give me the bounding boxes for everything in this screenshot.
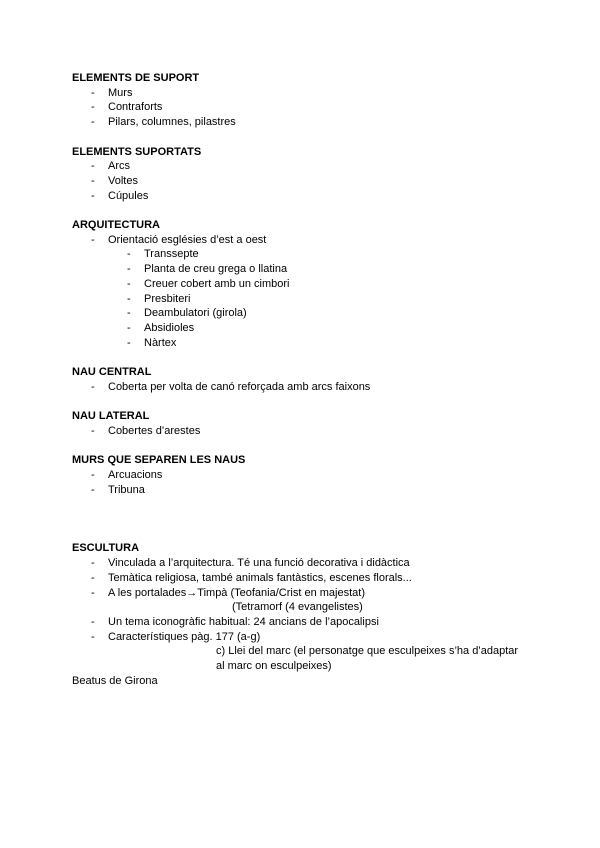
bullet-dash: -	[91, 586, 95, 599]
bullet-dash: -	[127, 336, 131, 349]
section-nau-lateral	[72, 409, 532, 438]
bullet-dash: -	[91, 189, 95, 202]
item-text: Un tema iconogràfic habitual: 24 ancians de l’apocalipsi	[108, 615, 379, 628]
bullet-dash: -	[127, 321, 131, 334]
bullet-dash: -	[91, 160, 95, 173]
section-elements-de-suport	[72, 71, 532, 130]
item-text: Deambulatori (girola)	[144, 307, 247, 320]
bullet-dash: -	[127, 307, 131, 320]
item-text: Presbiteri	[144, 292, 191, 305]
list-item	[72, 380, 532, 395]
item-text: Cobertes d’arestes	[108, 424, 201, 437]
bullet-dash: -	[91, 380, 95, 393]
list-item	[72, 571, 532, 586]
continuation-line: (Tetramorf (4 evangelistes)	[232, 601, 363, 614]
sub-list-item	[72, 292, 532, 307]
section-elements-suportats	[72, 145, 532, 204]
bullet-dash: -	[127, 292, 131, 305]
bullet-dash: -	[91, 424, 95, 437]
bullet-dash: -	[127, 263, 131, 276]
heading-elements-suportats: ELEMENTS SUPORTATS	[72, 145, 202, 158]
item-text: Arcs	[108, 160, 130, 173]
list-item	[72, 233, 532, 248]
item-text: Coberta per volta de canó reforçada amb arcs faixons	[108, 380, 371, 393]
item-text: Transsepte	[144, 248, 199, 261]
section-arquitectura	[72, 218, 532, 350]
sub-list-item	[72, 336, 532, 351]
bullet-dash: -	[91, 116, 95, 129]
list-item	[72, 86, 532, 101]
document-page	[72, 71, 532, 688]
item-text: Característiques pàg. 177 (a-g)	[108, 630, 261, 643]
item-text: Cúpules	[108, 189, 149, 202]
bullet-dash: -	[91, 233, 95, 246]
list-item	[72, 468, 532, 483]
list-item	[72, 483, 532, 498]
sub-list-item	[72, 321, 532, 336]
spacer	[72, 512, 532, 541]
item-text: Contraforts	[108, 101, 163, 114]
list-item	[72, 630, 532, 645]
item-text: Creuer cobert amb un cimbori	[144, 277, 290, 290]
list-item	[72, 115, 532, 130]
list-item	[72, 556, 532, 571]
item-text: Arcuacions	[108, 468, 163, 481]
list-item	[72, 159, 532, 174]
heading-murs-que-separen: MURS QUE SEPAREN LES NAUS	[72, 454, 246, 467]
list-item	[72, 174, 532, 189]
list-item	[72, 586, 532, 601]
bullet-dash: -	[127, 248, 131, 261]
sub-list-item	[72, 262, 532, 277]
heading-elements-de-suport: ELEMENTS DE SUPORT	[72, 72, 200, 84]
bullet-dash: -	[91, 86, 95, 99]
item-text: A les portalades→Timpà (Teofania/Crist en majestat)	[108, 586, 365, 599]
item-text: Orientació esglésies d’est a oest	[108, 233, 267, 246]
item-text: Vinculada a l’arquitectura. Té una funció decorativa i didàctica	[108, 557, 410, 570]
bullet-dash: -	[127, 277, 131, 290]
bullet-dash: -	[91, 468, 95, 481]
item-text: Murs	[108, 86, 133, 99]
bullet-dash: -	[91, 483, 95, 496]
item-text: Absidioles	[144, 321, 195, 334]
bullet-dash: -	[91, 557, 95, 570]
list-item	[72, 100, 532, 115]
item-text: Temàtica religiosa, també animals fantàstics, escenes florals...	[108, 571, 412, 584]
bullet-dash: -	[91, 615, 95, 628]
footer-text: Beatus de Girona	[72, 674, 158, 687]
item-text: Planta de creu grega o llatina	[144, 263, 288, 276]
bullet-dash: -	[91, 101, 95, 114]
sub-list-item	[72, 306, 532, 321]
section-escultura	[72, 541, 532, 673]
heading-nau-central: NAU CENTRAL	[72, 366, 152, 379]
sub-list-item	[72, 277, 532, 292]
note-line: c) Llei del marc (el personatge que esculpeixes s’ha d’adaptar	[216, 645, 519, 658]
list-item	[72, 424, 532, 439]
item-text: Voltes	[108, 174, 138, 187]
list-item	[72, 189, 532, 204]
item-text: Tribuna	[108, 483, 145, 496]
section-nau-central	[72, 365, 532, 394]
sub-list-item	[72, 247, 532, 262]
item-text: Nàrtex	[144, 336, 177, 349]
bullet-dash: -	[91, 630, 95, 643]
heading-nau-lateral: NAU LATERAL	[72, 410, 150, 423]
bullet-dash: -	[91, 571, 95, 584]
heading-escultura: ESCULTURA	[72, 542, 140, 555]
section-murs-que-separen	[72, 453, 532, 497]
note-line: al marc on esculpeixes)	[216, 660, 332, 673]
item-text: Pilars, columnes, pilastres	[108, 116, 236, 129]
heading-arquitectura: ARQUITECTURA	[72, 219, 160, 231]
list-item	[72, 615, 532, 630]
bullet-dash: -	[91, 174, 95, 187]
